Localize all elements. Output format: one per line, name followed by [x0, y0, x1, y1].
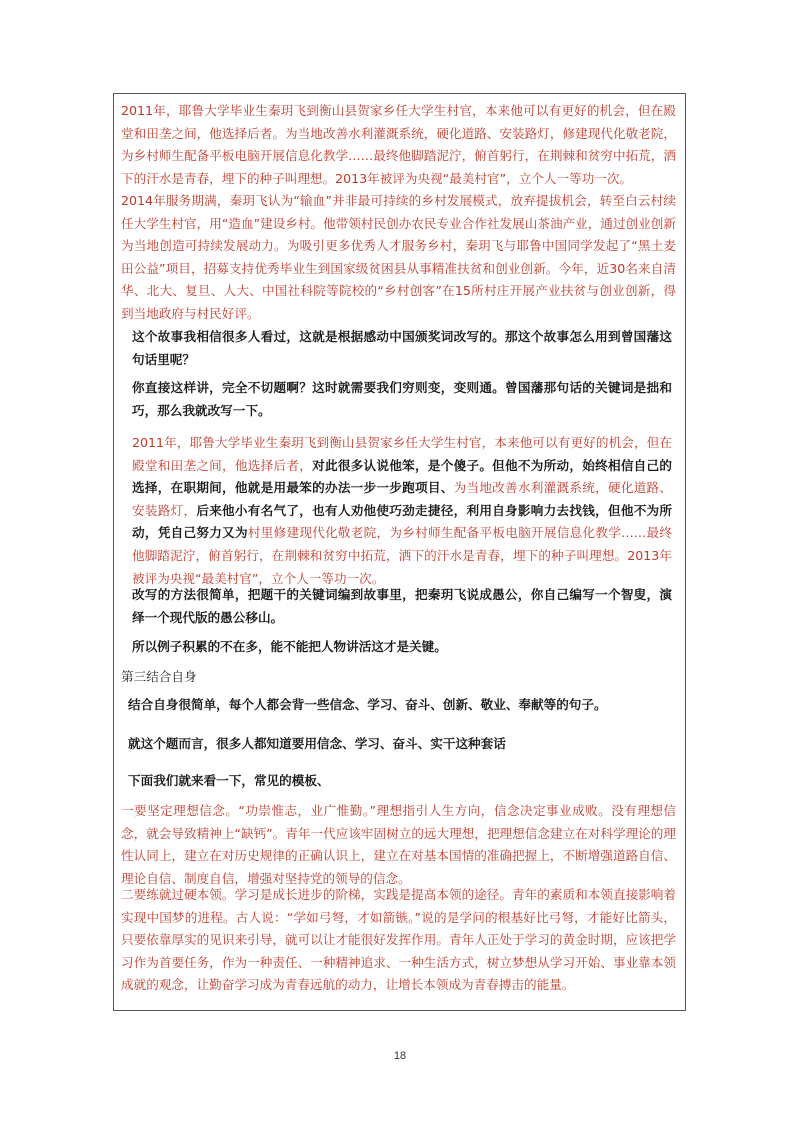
- story-paragraph-2: 2014年服务期满，秦玥飞认为“输血”并非最可持续的乡村发展模式，放弃提拔机会，转至白云村续任大学生村官，用“造血”建设乡村。他带领村民创办农民专业合作社发展山茶油产业，通过创业创新为当地创造可持续发展动力。为吸引更多优秀人才服务乡村，秦玥飞与耶鲁中国同学发起了“黑土麦田公益”项目，招募支持优秀毕业生到国家级贫困县从事精准扶贫和创业创新。今年，近30名来自清华、北大、复旦、人大、中国社科院等院校的“乡村创客”在15所村庄开展产业扶贫与创业创新，得到当地政府与村民好评。: [121, 193, 676, 321]
- template-paragraph-1: 一要坚定理想信念。“功崇惟志，业广惟勤。”理想指引人生方向，信念决定事业成败。没有理想信念，就会导致精神上“缺钙”。青年一代应该牢固树立的远大理想，把理想信念建立在对科学理论的理性认同上，建立在对历史规律的正确认识上，建立在对基本国情的准确把握上，不断增强道路自信、理论自信、制度自信，增强对坚持党的领导的信念。: [121, 803, 676, 886]
- commentary-paragraph-4: 所以例子积累的不在多，能不能把人物讲活这才是关键。: [132, 639, 447, 654]
- commentary-paragraph-1: 这个故事我相信很多人看过，这就是根据感动中国颁奖词改写的。那这个故事怎么用到曾国藩这句话里呢？: [132, 329, 672, 367]
- rewritten-part-1: 2011年，耶鲁大学毕业生秦玥飞到衡山县贺家乡任大学生村官，本来他可以有更好的机会，但在殿堂和田垄之间，他选择后者，: [132, 435, 672, 473]
- commentary-paragraph-7: 下面我们就来看一下，常见的模板、: [128, 773, 330, 788]
- section-heading: 第三结合自身: [121, 669, 197, 684]
- commentary-paragraph-6: 就这个题而言，很多人都知道要用信念、学习、奋斗、实干这种套话: [128, 736, 506, 751]
- story-paragraph-1: 2011年，耶鲁大学毕业生秦玥飞到衡山县贺家乡任大学生村官，本来他可以有更好的机会，但在殿堂和田垄之间，他选择后者。为当地改善水利灌溉系统，硬化道路、安装路灯，修建现代化敬老院，为乡村师生配备平板电脑开展信息化教学……最终他脚踏泥泞，俯首躬行，在荆棘和贫穷中拓荒，洒下的汗水是青春，埋下的种子叫理想。2013年被评为央视“最美村官”，立个人一等功一次。: [121, 103, 676, 186]
- rewritten-part-3: 为当地改善水利灌溉系统，硬化道路、安装路灯，: [132, 480, 673, 518]
- template-paragraph-2: 二要练就过硬本领。学习是成长进步的阶梯，实践是提高本领的途径。青年的素质和本领直接影响着实现中国梦的进程。古人说：“学如弓弩，才如箭镞。”说的是学问的根基好比弓弩，才能好比箭头，只要依靠厚实的见识来引导，就可以让才能很好发挥作用。青年人正处于学习的黄金时期，应该把学习作为首要任务，作为一种责任、一种精神追求、一种生活方式，树立梦想从学习开始、事业靠本领成就的观念，让勤奋学习成为青春远航的动力，让增长本领成为青春搏击的能量。: [121, 887, 676, 993]
- rewritten-part-5: 村里修建现代化敬老院，为乡村师生配备平板电脑开展信息化教学……最终他脚踏泥泞，俯首躬行，在荆棘和贫穷中拓荒，洒下的汗水是青春，埋下的种子叫理想。2013年被评为央视“最美村官”，立个人一等功一次。: [132, 525, 673, 586]
- rewritten-part-4: 后来他小有名气了，也有人劝他使巧劲走捷径，利用自身影响力去找钱，但他不为所动，凭自己努力又为: [132, 502, 673, 541]
- rewritten-part-2: 对此很多认说他笨，是个傻子。但他不为所动，始终相信自己的选择，在职期间，他就是用最笨的办法一步一步跑项目、: [132, 457, 673, 496]
- commentary-paragraph-5: 结合自身很简单，每个人都会背一些信念、学习、奋斗、创新、敬业、奉献等的句子。: [128, 697, 607, 712]
- page-number: 18: [393, 1050, 407, 1062]
- commentary-paragraph-3: 改写的方法很简单，把题干的关键词编到故事里，把秦玥飞说成愚公，你自己编写一个智叟，演绎一个现代版的愚公移山。: [132, 587, 672, 625]
- commentary-paragraph-2: 你直接这样讲，完全不切题啊？这时就需要我们穷则变，变则通。曾国藩那句话的关键词是拙和巧，那么我就改写一下。: [132, 380, 672, 418]
- rewritten-story-paragraph: [132, 432, 672, 590]
